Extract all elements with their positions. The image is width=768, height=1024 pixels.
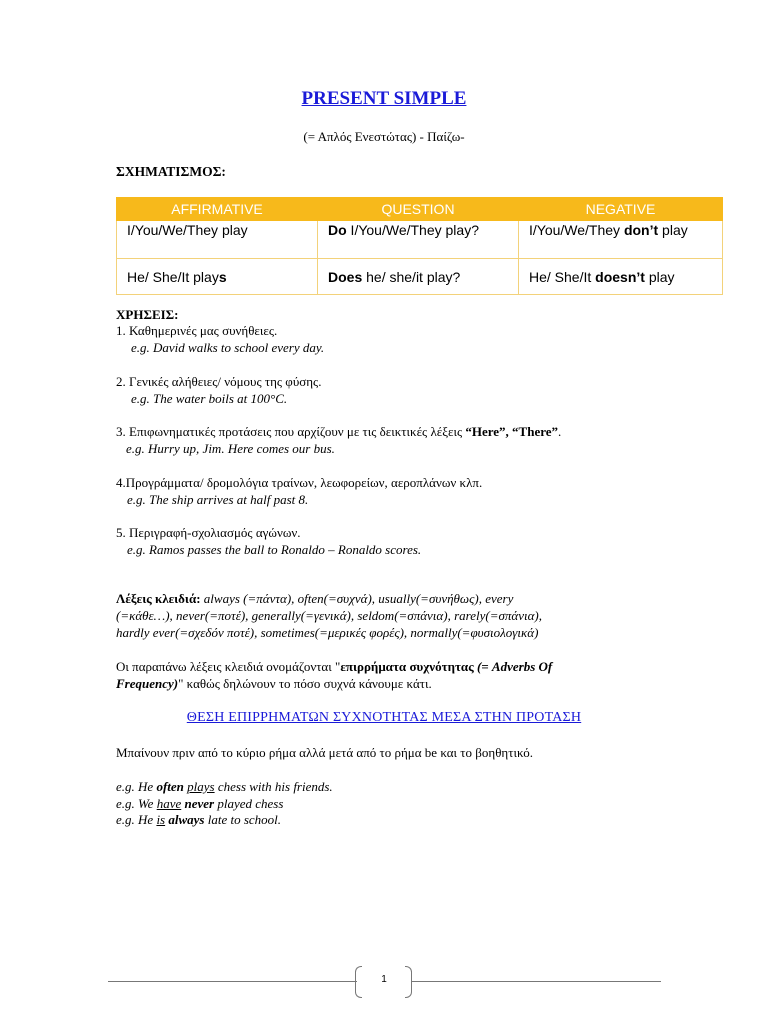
header-affirmative: AFFIRMATIVE [117, 198, 318, 221]
cell-text: play [644, 268, 675, 285]
use-item-3-end: . [558, 424, 562, 439]
use-item-1: 1. Καθημερινές μας συνήθειες. [116, 323, 278, 338]
table-row [117, 259, 723, 295]
use-item-5: 5. Περιγραφή-σχολιασμός αγώνων. [116, 525, 301, 540]
example-text: e.g. He [116, 779, 157, 794]
keywords-line-2: (=κάθε…), never(=ποτέ), generally(=γενικά), seldom(=σπάνια), rarely(=σπάνια), [116, 608, 542, 623]
cell-negative [519, 221, 723, 259]
keywords-text: always (=πάντα), often(=συχνά), usually(=συνήθως), every [200, 591, 514, 606]
page-subtitle: (= Απλός Ενεστώτας) - Παίζω- [303, 129, 465, 144]
adverbs-note-term: επιρρήματα συχνότητας [340, 659, 474, 674]
use-item-3 [116, 423, 561, 440]
keywords-label: Λέξεις κλειδιά: [116, 591, 201, 606]
cell-text: I/You/We/They [529, 222, 624, 238]
cell-text-bold: Do [328, 222, 347, 238]
conjugation-table [116, 197, 723, 295]
keywords-line-1 [116, 590, 513, 607]
use-example-1: e.g. David walks to school every day. [131, 340, 325, 355]
footer-bracket-left [355, 966, 362, 998]
example-verb: plays [187, 779, 215, 794]
cell-text-bold: doesn’t [595, 268, 645, 285]
footer-rule-left [108, 981, 357, 982]
adverbs-note-text: Οι παραπάνω λέξεις κλειδιά ονομάζονται " [116, 659, 341, 674]
example-text: e.g. We [116, 796, 157, 811]
adverbs-note-line-1 [116, 658, 552, 675]
adverbs-note-text-end: " καθώς δηλώνουν το πόσο συχνά κάνουμε κάτι. [178, 676, 432, 691]
header-negative: NEGATIVE [519, 198, 723, 221]
cell-text: He/ She/It [529, 268, 596, 285]
use-item-3-text: 3. Επιφωνηματικές προτάσεις που αρχίζουν με τις δεικτικές λέξεις [116, 424, 466, 439]
adverbs-note-line-2 [116, 675, 432, 692]
footer-rule-right [412, 981, 661, 982]
example-text-end: played chess [214, 796, 284, 811]
cell-question [318, 259, 519, 295]
cell-text: play [658, 222, 688, 238]
example-line-3 [116, 811, 281, 828]
use-example-4: e.g. The ship arrives at half past 8. [127, 492, 309, 507]
cell-text-bold: Does [328, 268, 363, 285]
use-item-3-keywords: “Here”, “There” [465, 424, 559, 439]
position-text: Μπαίνουν πριν από το κύριο ρήμα αλλά μετά από το ρήμα be και το βοηθητικό. [116, 745, 533, 760]
section-heading-position: ΘΕΣΗ ΕΠΙΡΡΗΜΑΤΩΝ ΣΥΧΝΟΤΗΤΑΣ ΜΕΣΑ ΣΤΗΝ ΠΡΟΤΑΣΗ [186, 710, 582, 725]
example-verb: is [156, 812, 166, 827]
header-question: QUESTION [318, 198, 519, 221]
adverbs-note-english-end: Frequency) [116, 676, 179, 691]
example-line-1 [116, 778, 333, 795]
page-number: 1 [381, 974, 387, 985]
example-text: e.g. He [116, 812, 157, 827]
example-line-2 [116, 795, 283, 812]
example-text-end: chess with his friends. [214, 779, 333, 794]
footer-bracket-right [405, 966, 412, 998]
example-adverb: often [156, 779, 184, 794]
use-item-4: 4.Προγράμματα/ δρομολόγια τραίνων, λεωφορείων, αεροπλάνων κλπ. [116, 475, 483, 490]
cell-text-bold: don’t [623, 222, 659, 238]
example-verb: have [156, 796, 182, 811]
use-example-5: e.g. Ramos passes the ball to Ronaldo – Ronaldo scores. [127, 542, 422, 557]
example-adverb: never [184, 796, 215, 811]
uses-heading: ΧΡΗΣΕΙΣ: [116, 307, 179, 322]
adverbs-note-english: (= Adverbs Of [473, 659, 553, 674]
cell-negative [519, 259, 723, 295]
cell-question [318, 221, 519, 259]
cell-text: he/ she/it play? [362, 268, 461, 285]
page-title: PRESENT SIMPLE [301, 88, 467, 109]
cell-text-bold: s [218, 268, 227, 285]
use-example-3: e.g. Hurry up, Jim. Here comes our bus. [126, 441, 335, 456]
cell-text: He/ She/It play [127, 268, 219, 285]
use-example-2: e.g. The water boils at 100°C. [131, 391, 288, 406]
example-adverb: always [168, 812, 205, 827]
cell-text: I/You/We/They play? [346, 222, 479, 238]
use-item-2: 2. Γενικές αλήθειες/ νόμους της φύσης. [116, 374, 322, 389]
cell-affirmative [117, 221, 318, 259]
cell-text: I/You/We/They play [127, 222, 248, 238]
cell-affirmative [117, 259, 318, 295]
keywords-line-3: hardly ever(=σχεδόν ποτέ), sometimes(=μερικές φορές), normally(=φυσιολογικά) [116, 625, 539, 640]
example-text-end: late to school. [204, 812, 282, 827]
table-row [117, 221, 723, 259]
table-header-row [117, 198, 723, 221]
formation-heading: ΣΧΗΜΑΤΙΣΜΟΣ: [116, 164, 226, 179]
